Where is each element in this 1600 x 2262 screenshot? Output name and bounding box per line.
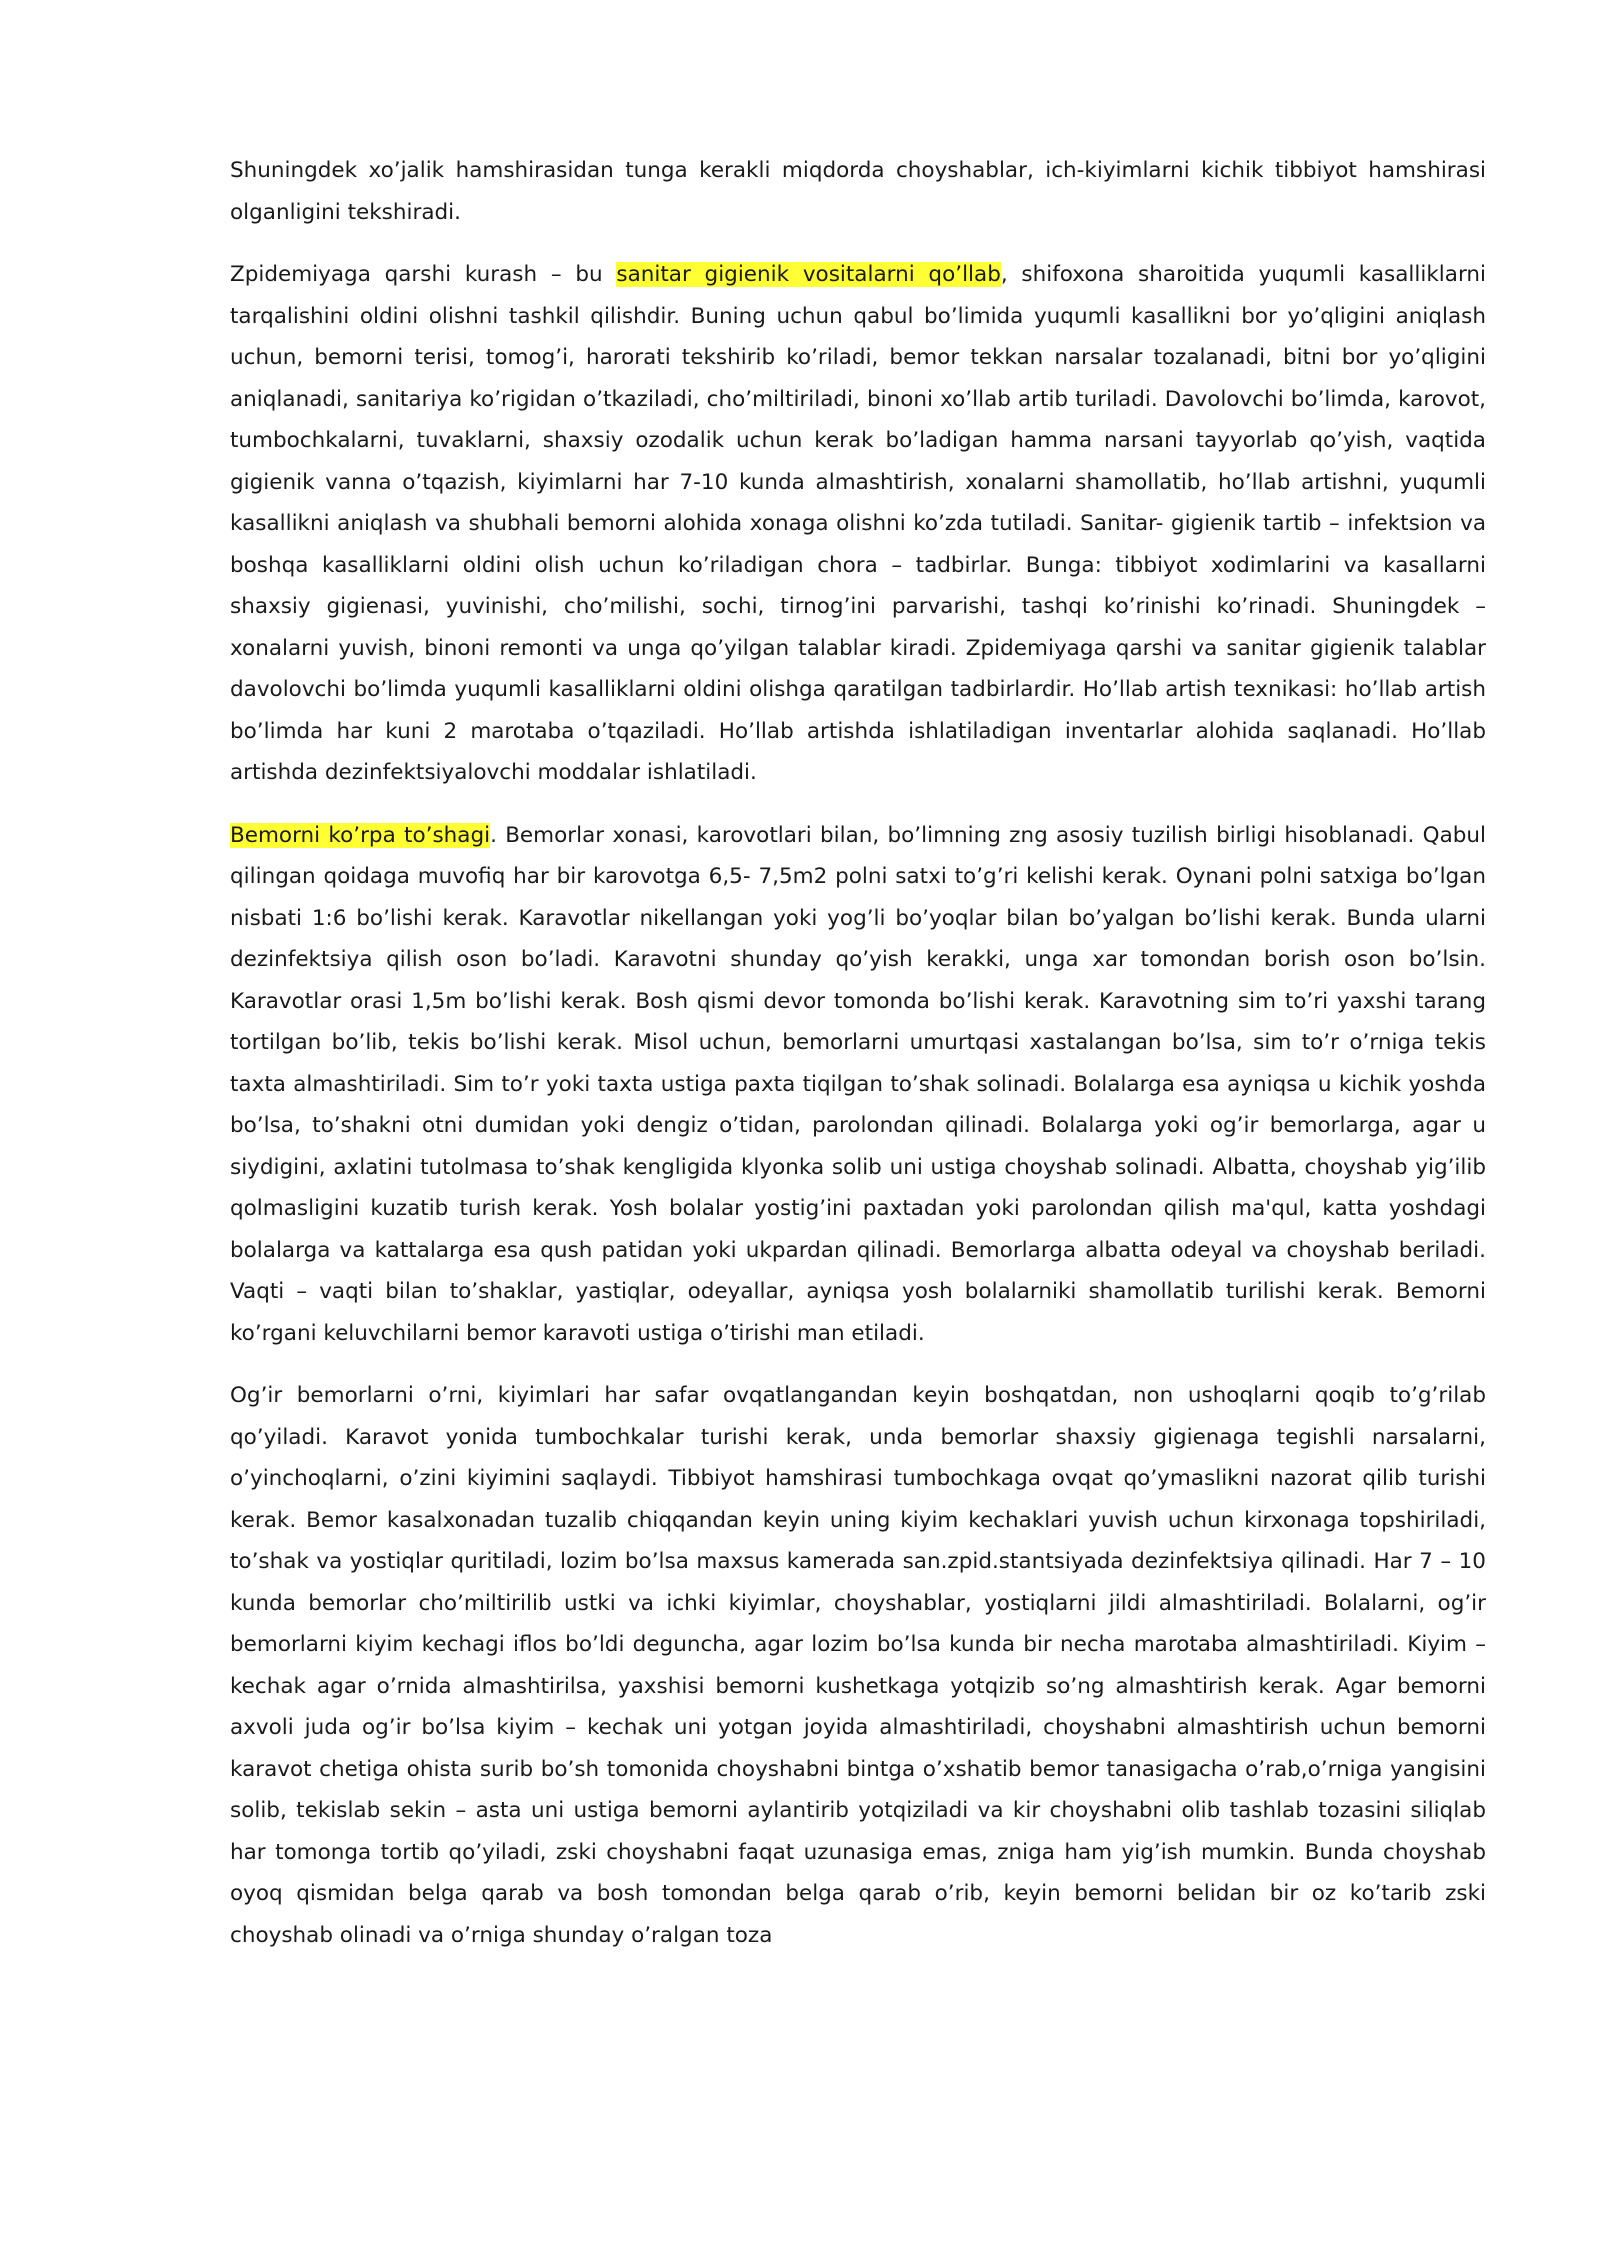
paragraph-4-text: Og’ir bemorlarni o’rni, kiyimlari har safar ovqatlangandan keyin boshqatdan, non ushoqlarni qoqib to’g’rilab qo’yiladi. Karavot yonida tumbochkalar turishi kerak, unda bemorlar shaxsiy gigienaga tegishli narsalarni, o’yinchoqlarni, o’zini kiyimini saqlaydi. Tibbiyot hamshirasi tumbochkaga ovqat qo’ymaslikni nazorat qilib turishi kerak. Bemor kasalxonadan tuzalib chiqqandan keyin uning kiyim kechaklari yuvish uchun kirxonaga topshiriladi, to’shak va yostiqlar quritiladi, lozim bo’lsa maxsus kamerada san.zpid.stantsiyada dezinfektsiya qilinadi. Har 7 – 10 kunda bemorlar cho’miltirilib ustki va ichki kiyimlar, choyshablar, yostiqlarni jildi almashtiriladi. Bolalarni, og’ir bemorlarni kiyim kechagi iflos bo’ldi deguncha, agar lozim bo’lsa kunda bir necha marotaba almashtiriladi. Kiyim – kechak agar o’rnida almashtirilsa, yaxshisi bemorni kushetkaga yotqizib so’ng almashtirish kerak. Agar bemorni axvoli juda og’ir bo’lsa kiyim – kechak uni yotgan joyida almashtiriladi, choyshabni almashtirish uchun bemorni karavot chetiga ohista surib bo’sh tomonida choyshabni bintga o’xshatib bemor tanasigacha o’rab,o’rniga yangisini solib, tekislab sekin – asta uni ustiga bemorni aylantirib yotqiziladi va kir choyshabni olib tashlab tozasini siliqlab har tomonga tortib qo’yiladi, zski choyshabni faqat uzunasiga emas, zniga ham yig’ish mumkin. Bunda choyshab oyoq qismidan belga qarab va bosh tomondan belga qarab o’rib, keyin bemorni belidan bir oz ko’tarib zski choyshab olinadi va o’rniga shunday o’ralgan toza bbox=[230, 1383, 1486, 1948]
paragraph-4 bbox=[230, 1375, 1486, 1956]
paragraph-1-text: Shuningdek xo’jalik hamshirasidan tunga kerakli miqdorda choyshablar, ich-kiyimlarni kichik tibbiyot hamshirasi olganligini tekshiradi. bbox=[230, 158, 1486, 225]
paragraph-3 bbox=[230, 815, 1486, 1355]
highlighted-phrase-bemorni: Bemorni ko’rpa to’shagi bbox=[230, 822, 491, 848]
paragraph-2-text: , shifoxona sharoitida yuqumli kasalliklarni tarqalishini oldini olishni tashkil qilishdir. Buning uchun qabul bo’limida yuqumli kasallikni bor yo’qligini aniqlash uchun, bemorni terisi, tomog’i, harorati tekshirib ko’riladi, bemor tekkan narsalar tozalanadi, bitni bor yo’qligini aniqlanadi, sanitariya ko’rigidan o’tkaziladi, cho’miltiriladi, binoni xo’llab artib turiladi. Davolovchi bo’limda, karovot, tumbochkalarni, tuvaklarni, shaxsiy ozodalik uchun kerak bo’ladigan hamma narsani tayyorlab qo’yish, vaqtida gigienik vanna o’tqazish, kiyimlarni har 7-10 kunda almashtirish, xonalarni shamollatib, ho’llab artishni, yuqumli kasallikni aniqlash va shubhali bemorni alohida xonaga olishni ko’zda tutiladi. Sanitar- gigienik tartib – infektsion va boshqa kasalliklarni oldini olish uchun ko’riladigan chora – tadbirlar. Bunga: tibbiyot xodimlarini va kasallarni shaxsiy gigienasi, yuvinishi, cho’milishi, sochi, tirnog’ini parvarishi, tashqi ko’rinishi ko’rinadi. Shuningdek – xonalarni yuvish, binoni remonti va unga qo’yilgan talablar kiradi. Zpidemiyaga qarshi va sanitar gigienik talablar davolovchi bo’limda yuqumli kasalliklarni oldini olishga qaratilgan tadbirlardir. Ho’llab artish texnikasi: ho’llab artish bo’limda har kuni 2 marotaba o’tqaziladi. Ho’llab artishda ishlatiladigan inventarlar alohida saqlanadi. Ho’llab artishda dezinfektsiyalovchi moddalar ishlatiladi. bbox=[230, 262, 1487, 785]
paragraph-3-text: . Bemorlar xonasi, karovotlari bilan, bo’limning zng asosiy tuzilish birligi hisoblanadi. Qabul qilingan qoidaga muvofiq har bir karovotga 6,5- 7,5m2 polni satxi to’g’ri kelishi kerak. Oynani polni satxiga bo’lgan nisbati 1:6 bo’lishi kerak. Karavotlar nikellangan yoki yog’li bo’yoqlar bilan bo’yalgan bo’lishi kerak. Bunda ularni dezinfektsiya qilish oson bo’ladi. Karavotni shunday qo’yish kerakki, unga xar tomondan borish oson bo’lsin. Karavotlar orasi 1,5m bo’lishi kerak. Bosh qismi devor tomonda bo’lishi kerak. Karavotning sim to’ri yaxshi tarang tortilgan bo’lib, tekis bo’lishi kerak. Misol uchun, bemorlarni umurtqasi xastalangan bo’lsa, sim to’r o’rniga tekis taxta almashtiriladi. Sim to’r yoki taxta ustiga paxta tiqilgan to’shak solinadi. Bolalarga esa ayniqsa u kichik yoshda bo’lsa, to’shakni otni dumidan yoki dengiz o’tidan, parolondan qilinadi. Bolalarga yoki og’ir bemorlarga, agar u siydigini, axlatini tutolmasa to’shak kengligida klyonka solib uni ustiga choyshab solinadi. Albatta, choyshab yig’ilib qolmasligini kuzatib turish kerak. Yosh bolalar yostig’ini paxtadan yoki parolondan qilish ma'qul, katta yoshdagi bolalarga va kattalarga esa qush patidan yoki ukpardan qilinadi. Bemorlarga albatta odeyal va choyshab beriladi. Vaqti – vaqti bilan to’shaklar, yastiqlar, odeyallar, ayniqsa yosh bolalarniki shamollatib turilishi kerak. Bemorni ko’rgani keluvchilarni bemor karavoti ustiga o’tirishi man etiladi. bbox=[230, 822, 1486, 1346]
paragraph-1 bbox=[230, 150, 1486, 233]
paragraph-2-lead: Zpidemiyaga qarshi kurash – bu bbox=[230, 262, 617, 287]
highlighted-phrase-sanitar: sanitar gigienik vositalarni qo’llab bbox=[616, 262, 1001, 287]
paragraph-2 bbox=[230, 254, 1486, 794]
document-body bbox=[230, 150, 1486, 1977]
